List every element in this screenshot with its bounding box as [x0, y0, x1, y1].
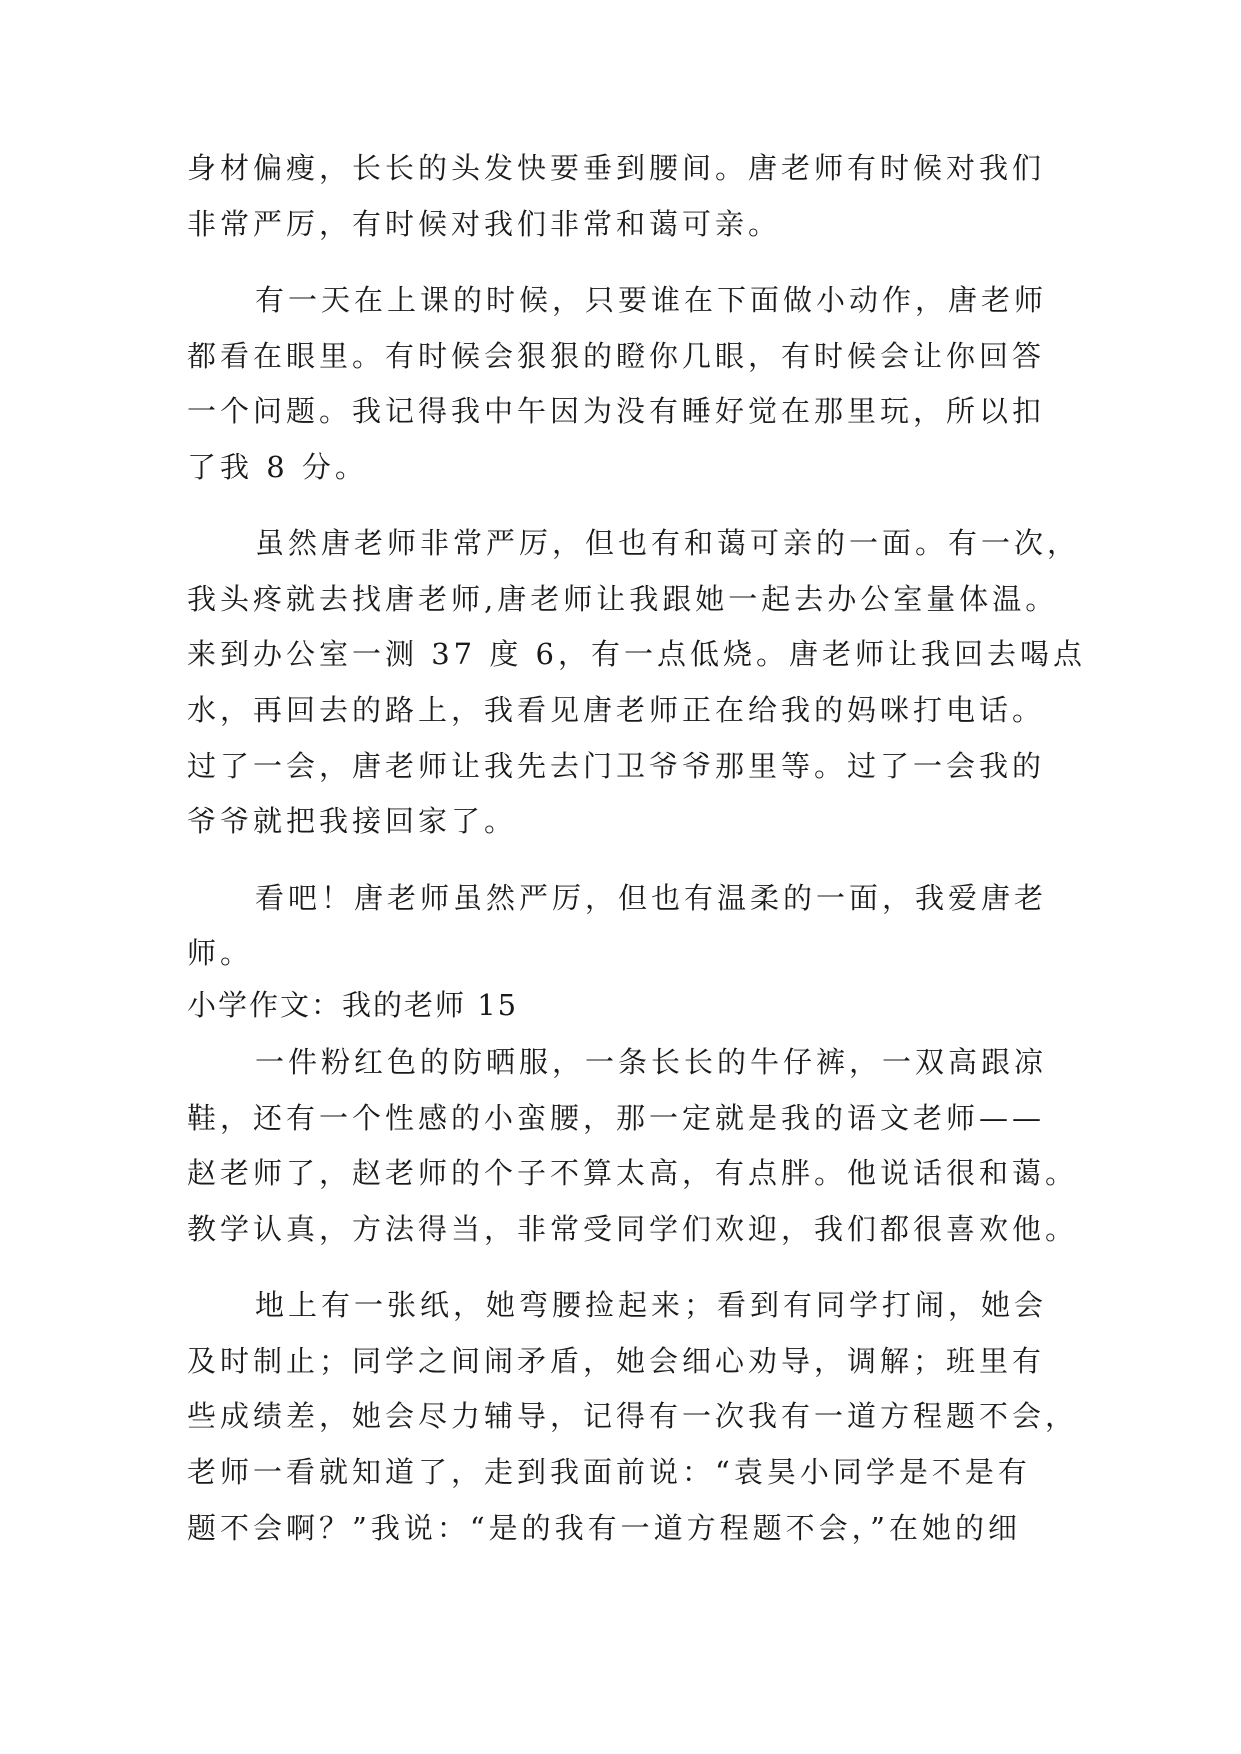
text-line: 非常严厉，有时候对我们非常和蔼可亲。 [187, 207, 782, 241]
paragraph-start-line: 虽然唐老师非常严厉，但也有和蔼可亲的一面。有一次， [255, 526, 1081, 560]
text-line: 水，再回去的路上，我看见唐老师正在给我的妈咪打电话。 [187, 693, 1046, 727]
text-line: 些成绩差，她会尽力辅导，记得有一次我有一道方程题不会， [187, 1399, 1079, 1433]
text-line: 都看在眼里。有时候会狠狠的瞪你几眼，有时候会让你回答 [187, 339, 1046, 373]
text-line: 鞋，还有一个性感的小蛮腰，那一定就是我的语文老师—— [187, 1101, 1046, 1135]
text-line: 身材偏瘦，长长的头发快要垂到腰间。唐老师有时候对我们 [187, 151, 1046, 185]
text-line: 一个问题。我记得我中午因为没有睡好觉在那里玩，所以扣 [187, 394, 1046, 428]
text-line: 过了一会，唐老师让我先去门卫爷爷那里等。过了一会我的 [187, 749, 1046, 783]
text-line: 教学认真，方法得当，非常受同学们欢迎，我们都很喜欢他。 [187, 1212, 1079, 1246]
paragraph-start-line: 地上有一张纸，她弯腰捡起来；看到有同学打闹，她会 [255, 1288, 1048, 1322]
text-line: 我头疼就去找唐老师,唐老师让我跟她一起去办公室量体温。 [187, 582, 1059, 616]
section-heading: 小学作文：我的老师 15 [187, 988, 519, 1022]
text-line: 及时制止；同学之间闹矛盾，她会细心劝导，调解；班里有 [187, 1344, 1046, 1378]
text-line: 师。 [187, 936, 254, 970]
text-line: 题不会啊？”我说：“是的我有一道方程题不会，”在她的细 [187, 1511, 1021, 1545]
text-line: 来到办公室一测 37 度 6，有一点低烧。唐老师让我回去喝点 [187, 637, 1087, 671]
text-line: 爷爷就把我接回家了。 [187, 804, 518, 838]
text-line: 老师一看就知道了，走到我面前说：“袁昊小同学是不是有 [187, 1455, 1031, 1489]
text-line: 了我 8 分。 [187, 450, 368, 484]
paragraph-start-line: 有一天在上课的时候，只要谁在下面做小动作，唐老师 [255, 283, 1048, 317]
paragraph-start-line: 看吧！唐老师虽然严厉，但也有温柔的一面，我爱唐老 [255, 881, 1048, 915]
paragraph-start-line: 一件粉红色的防晒服，一条长长的牛仔裤，一双高跟凉 [255, 1045, 1048, 1079]
text-line: 赵老师了，赵老师的个子不算太高，有点胖。他说话很和蔼。 [187, 1156, 1079, 1190]
